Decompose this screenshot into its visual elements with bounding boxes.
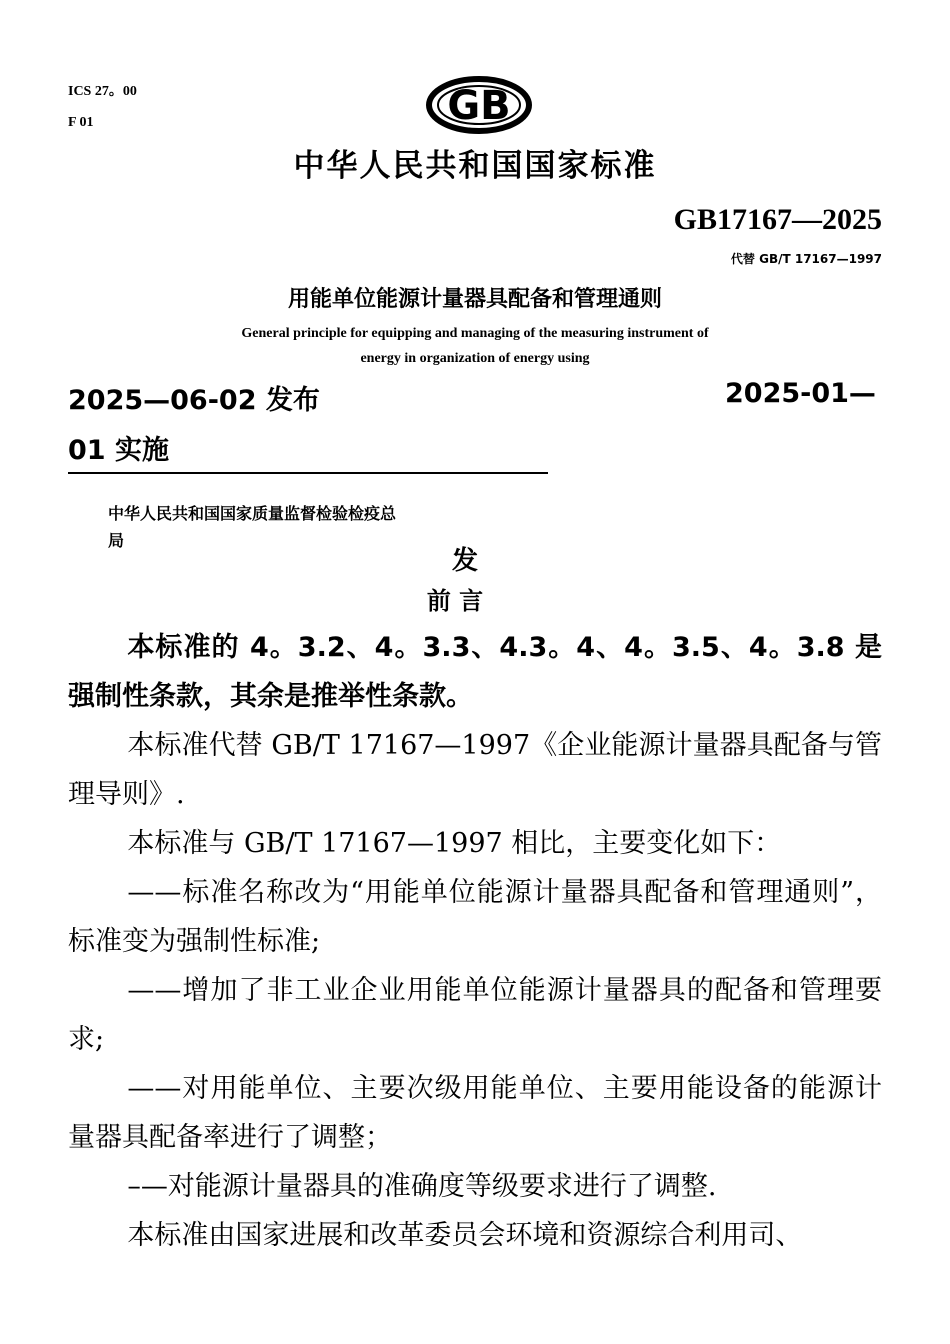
foreword-title: 前 言 <box>426 587 484 615</box>
logo-text: GB <box>447 83 511 129</box>
paragraph-proposer: 本标准由国家进展和改革委员会环境和资源综合利用司、 <box>127 1220 803 1251</box>
ccs-code: F 01 <box>68 115 94 130</box>
paragraph-change-4: –—对能源计量器具的准确度等级要求进行了调整. <box>127 1171 717 1202</box>
issuer-line1: 中华人民共和国国家质量监督检验检疫总 <box>108 504 397 523</box>
paragraph-replaces: 本标准代替 GB/T 17167—1997《企业能源计量器具配备与管理导则》. <box>68 730 882 810</box>
national-standard-heading: 中华人民共和国国家标准 <box>293 148 657 184</box>
title-english-line1: General principle for equipping and managing of the measuring instrument of <box>241 326 709 341</box>
paragraph-change-1: ——标准名称改为“用能单位能源计量器具配备和管理通则”，标准变为强制性标准; <box>68 877 882 957</box>
issuer-line2: 局 <box>108 531 125 550</box>
title-chinese: 用能单位能源计量器具配备和管理通则 <box>287 287 662 312</box>
implement-date-part1: 2025-01— <box>725 378 876 409</box>
paragraph-change-2: ——增加了非工业企业用能单位能源计量器具的配备和管理要求; <box>68 975 882 1055</box>
replaces-note: 代替 GB/T 17167—1997 <box>730 252 882 266</box>
implement-date-part2: 01 实施 <box>68 435 169 466</box>
paragraph-mandatory-clauses: 本标准的 4。3.2、4。3.3、4.3。4、4。3.5、4。3.8 是强制性条款，其余是推举性条款。 <box>68 632 882 712</box>
paragraph-change-3: ——对用能单位、主要次级用能单位、主要用能设备的能源计量器具配备率进行了调整； <box>68 1073 882 1153</box>
paragraph-changes-intro: 本标准与 GB/T 17167—1997 相比，主要变化如下： <box>127 828 782 859</box>
divider <box>68 472 548 474</box>
ics-code: ICS 27。00 <box>68 84 137 99</box>
gb-logo <box>426 76 532 134</box>
publish-date: 2025—06-02 发布 <box>68 385 320 416</box>
title-english-line2: energy in organization of energy using <box>360 351 590 366</box>
issue-word: 发 <box>451 546 478 576</box>
standard-number: GB17167—2025 <box>673 203 882 236</box>
foreword-body <box>68 623 882 1260</box>
